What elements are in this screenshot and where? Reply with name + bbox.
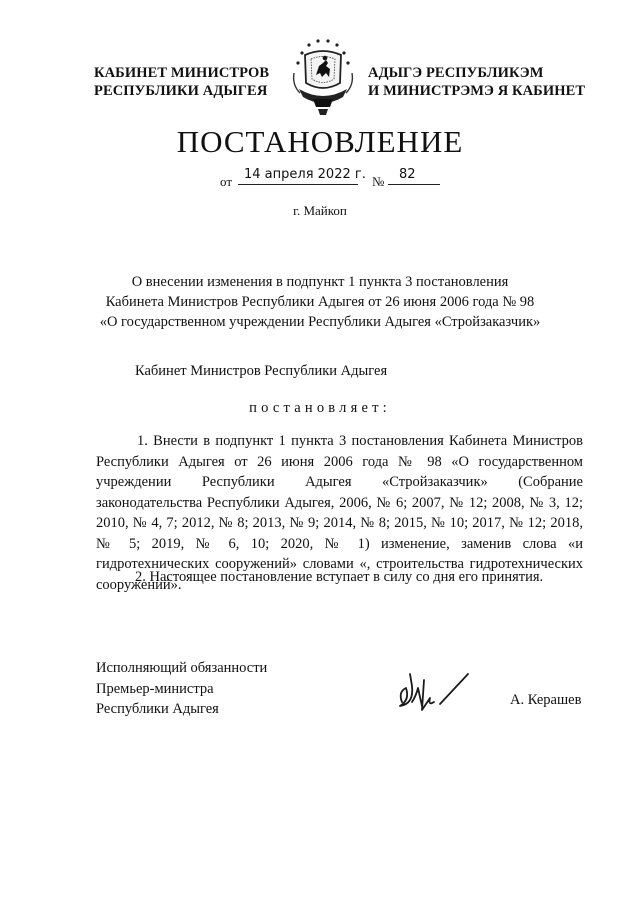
signatory-name: А. Керашев (510, 692, 582, 708)
preamble: Кабинет Министров Республики Адыгея (135, 363, 388, 379)
number-underline (388, 184, 440, 185)
document-title: ПОСТАНОВЛЕНИЕ (176, 124, 464, 159)
issuer-line-2-adyghe: И МИНИСТРЭМЭ Я КАБИНЕТ (368, 83, 586, 99)
document-subject (80, 272, 560, 332)
subject-line-2: Кабинета Министров Республики Адыгея от 26 июня 2006 года № 98 (105, 294, 535, 310)
number-value: 82 (399, 167, 416, 182)
decrees-heading: постановляет: (249, 400, 391, 416)
date-value: 14 апреля 2022 г. (244, 167, 366, 182)
issuer-block-adyghe (368, 64, 585, 100)
issuer-block-russian (94, 64, 269, 100)
city-label: г. Майкоп (293, 203, 347, 218)
subject-line-1: О внесении изменения в подпункт 1 пункта 3 постановления (131, 274, 509, 290)
from-label: от (220, 174, 233, 189)
subject-line-3: «О государственном учреждении Республики Адыгея «Стройзаказчик» (99, 314, 541, 330)
issuer-line-1: КАБИНЕТ МИНИСТРОВ (94, 65, 270, 81)
number-label: № (372, 174, 385, 189)
signatory-position: Исполняющий обязанности Премьер-министра Республики Адыгея (96, 660, 268, 717)
date-underline (238, 184, 358, 185)
issuer-line-2: РЕСПУБЛИКИ АДЫГЕЯ (94, 83, 268, 99)
handwritten-signature (388, 666, 478, 716)
issuer-line-1-adyghe: АДЫГЭ РЕСПУБЛИКЭМ (368, 65, 544, 81)
paragraph-2: 2. Настоящее постановление вступает в силу со дня его принятия. (135, 569, 544, 585)
paragraph-1: 1. Внести в подпункт 1 пункта 3 постановления Кабинета Министров Республики Адыгея от 26 июня 2006 года № 98 «О государственном учреждении Республики Адыгея «Стройзаказчик» (Собрание законодательства Республики Адыгея, 2006, № 6; 2007, № 12; 2008, № 3, 12; 2010, № 4, 7; 2012, № 8; 2013, № 9; 2014, № 8; 2015, № 10; 2017, № 12; 2018, № 5; 2019, № 6, 10; 2020, № 1) изменение, заменив слова «и гидротехнических сооружений» словами «, строительства гидротехнических сооружений». (96, 433, 583, 593)
adygea-coat-of-arms-icon (280, 33, 366, 119)
